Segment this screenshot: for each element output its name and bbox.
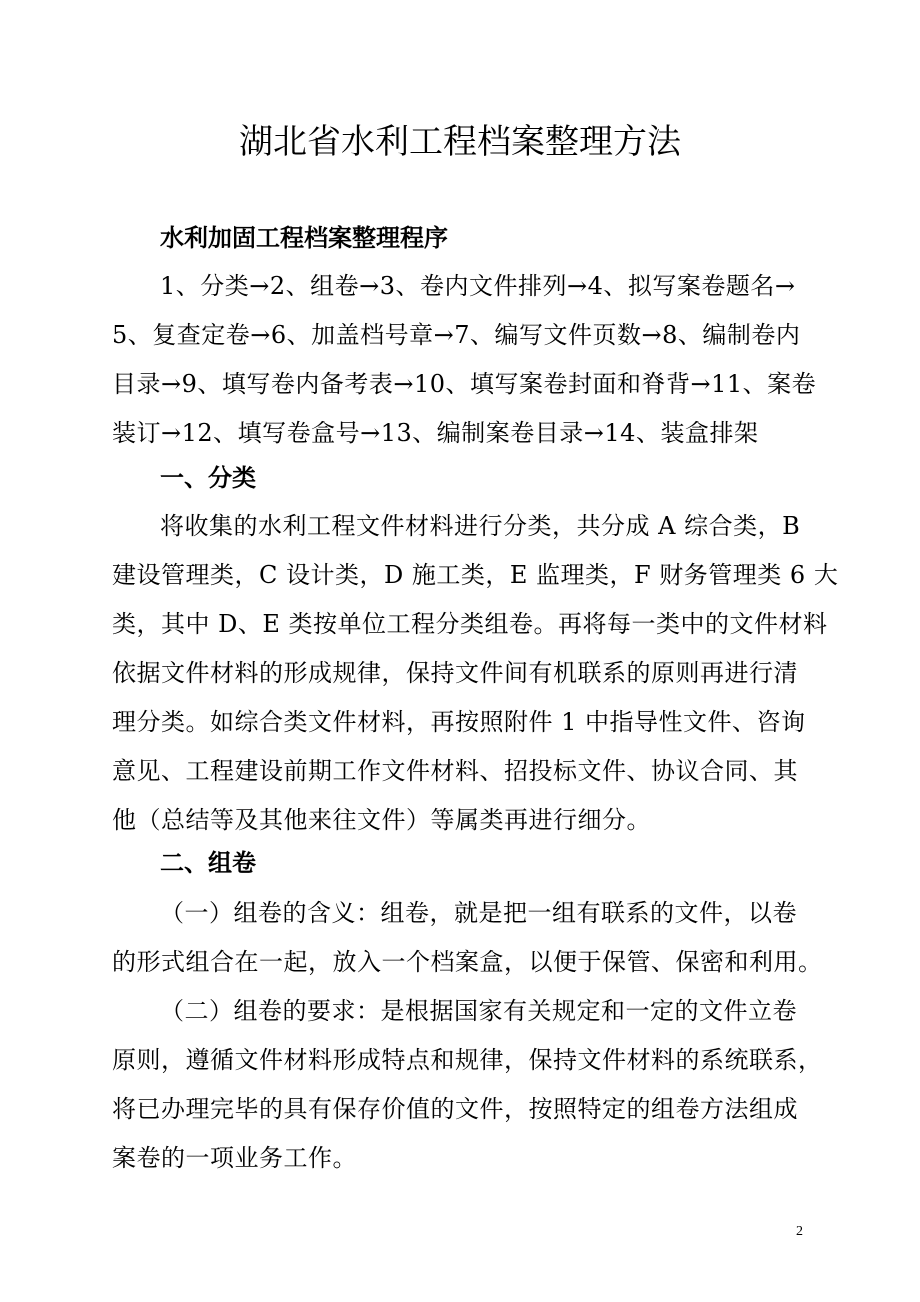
section1-line: 他（总结等及其他来往文件）等属类再进行细分。 bbox=[112, 806, 651, 834]
section1-line: 意见、工程建设前期工作文件材料、招投标文件、协议合同、其 bbox=[112, 757, 798, 785]
section2-paragraph-1 bbox=[112, 889, 823, 987]
section1-heading: 一、分类 bbox=[160, 464, 256, 492]
procedure-line: 5、复查定卷→6、加盖档号章→7、编写文件页数→8、编制卷内 bbox=[112, 321, 801, 349]
section2-line: （一）组卷的含义：组卷，就是把一组有联系的文件，以卷 bbox=[160, 899, 797, 927]
section1-line: 将收集的水利工程文件材料进行分类，共分成 A 综合类，B bbox=[160, 512, 801, 540]
procedure-line: 装订→12、填写卷盒号→13、编制案卷目录→14、装盒排架 bbox=[112, 419, 759, 447]
section2-line: 案卷的一项业务工作。 bbox=[112, 1144, 357, 1172]
section1-line: 类，其中 D、E 类按单位工程分类组卷。再将每一类中的文件材料 bbox=[112, 610, 828, 638]
section1-line: 依据文件材料的形成规律，保持文件间有机联系的原则再进行清 bbox=[112, 659, 798, 687]
section1-paragraph bbox=[112, 502, 839, 845]
page-number: 2 bbox=[796, 1224, 803, 1239]
section2-line: 的形式组合在一起，放入一个档案盒，以便于保管、保密和利用。 bbox=[112, 948, 823, 976]
section1-line: 理分类。如综合类文件材料，再按照附件 1 中指导性文件、咨询 bbox=[112, 708, 806, 736]
procedure-paragraph bbox=[112, 262, 817, 458]
procedure-line: 1、分类→2、组卷→3、卷内文件排列→4、拟写案卷题名→ bbox=[160, 272, 796, 300]
section2-paragraph-2 bbox=[112, 987, 823, 1183]
section2-line: 将已办理完毕的具有保存价值的文件，按照特定的组卷方法组成 bbox=[112, 1095, 798, 1123]
section1-line: 建设管理类，C 设计类，D 施工类，E 监理类，F 财务管理类 6 大 bbox=[112, 561, 839, 589]
document-title: 湖北省水利工程档案整理方法 bbox=[239, 122, 681, 162]
subtitle-heading: 水利加固工程档案整理程序 bbox=[160, 224, 448, 252]
procedure-line: 目录→9、填写卷内备考表→10、填写案卷封面和脊背→11、案卷 bbox=[112, 370, 817, 398]
section2-line: 原则，遵循文件材料形成特点和规律，保持文件材料的系统联系， bbox=[112, 1046, 823, 1074]
section2-line: （二）组卷的要求：是根据国家有关规定和一定的文件立卷 bbox=[160, 997, 797, 1025]
section2-heading: 二、组卷 bbox=[160, 849, 256, 877]
